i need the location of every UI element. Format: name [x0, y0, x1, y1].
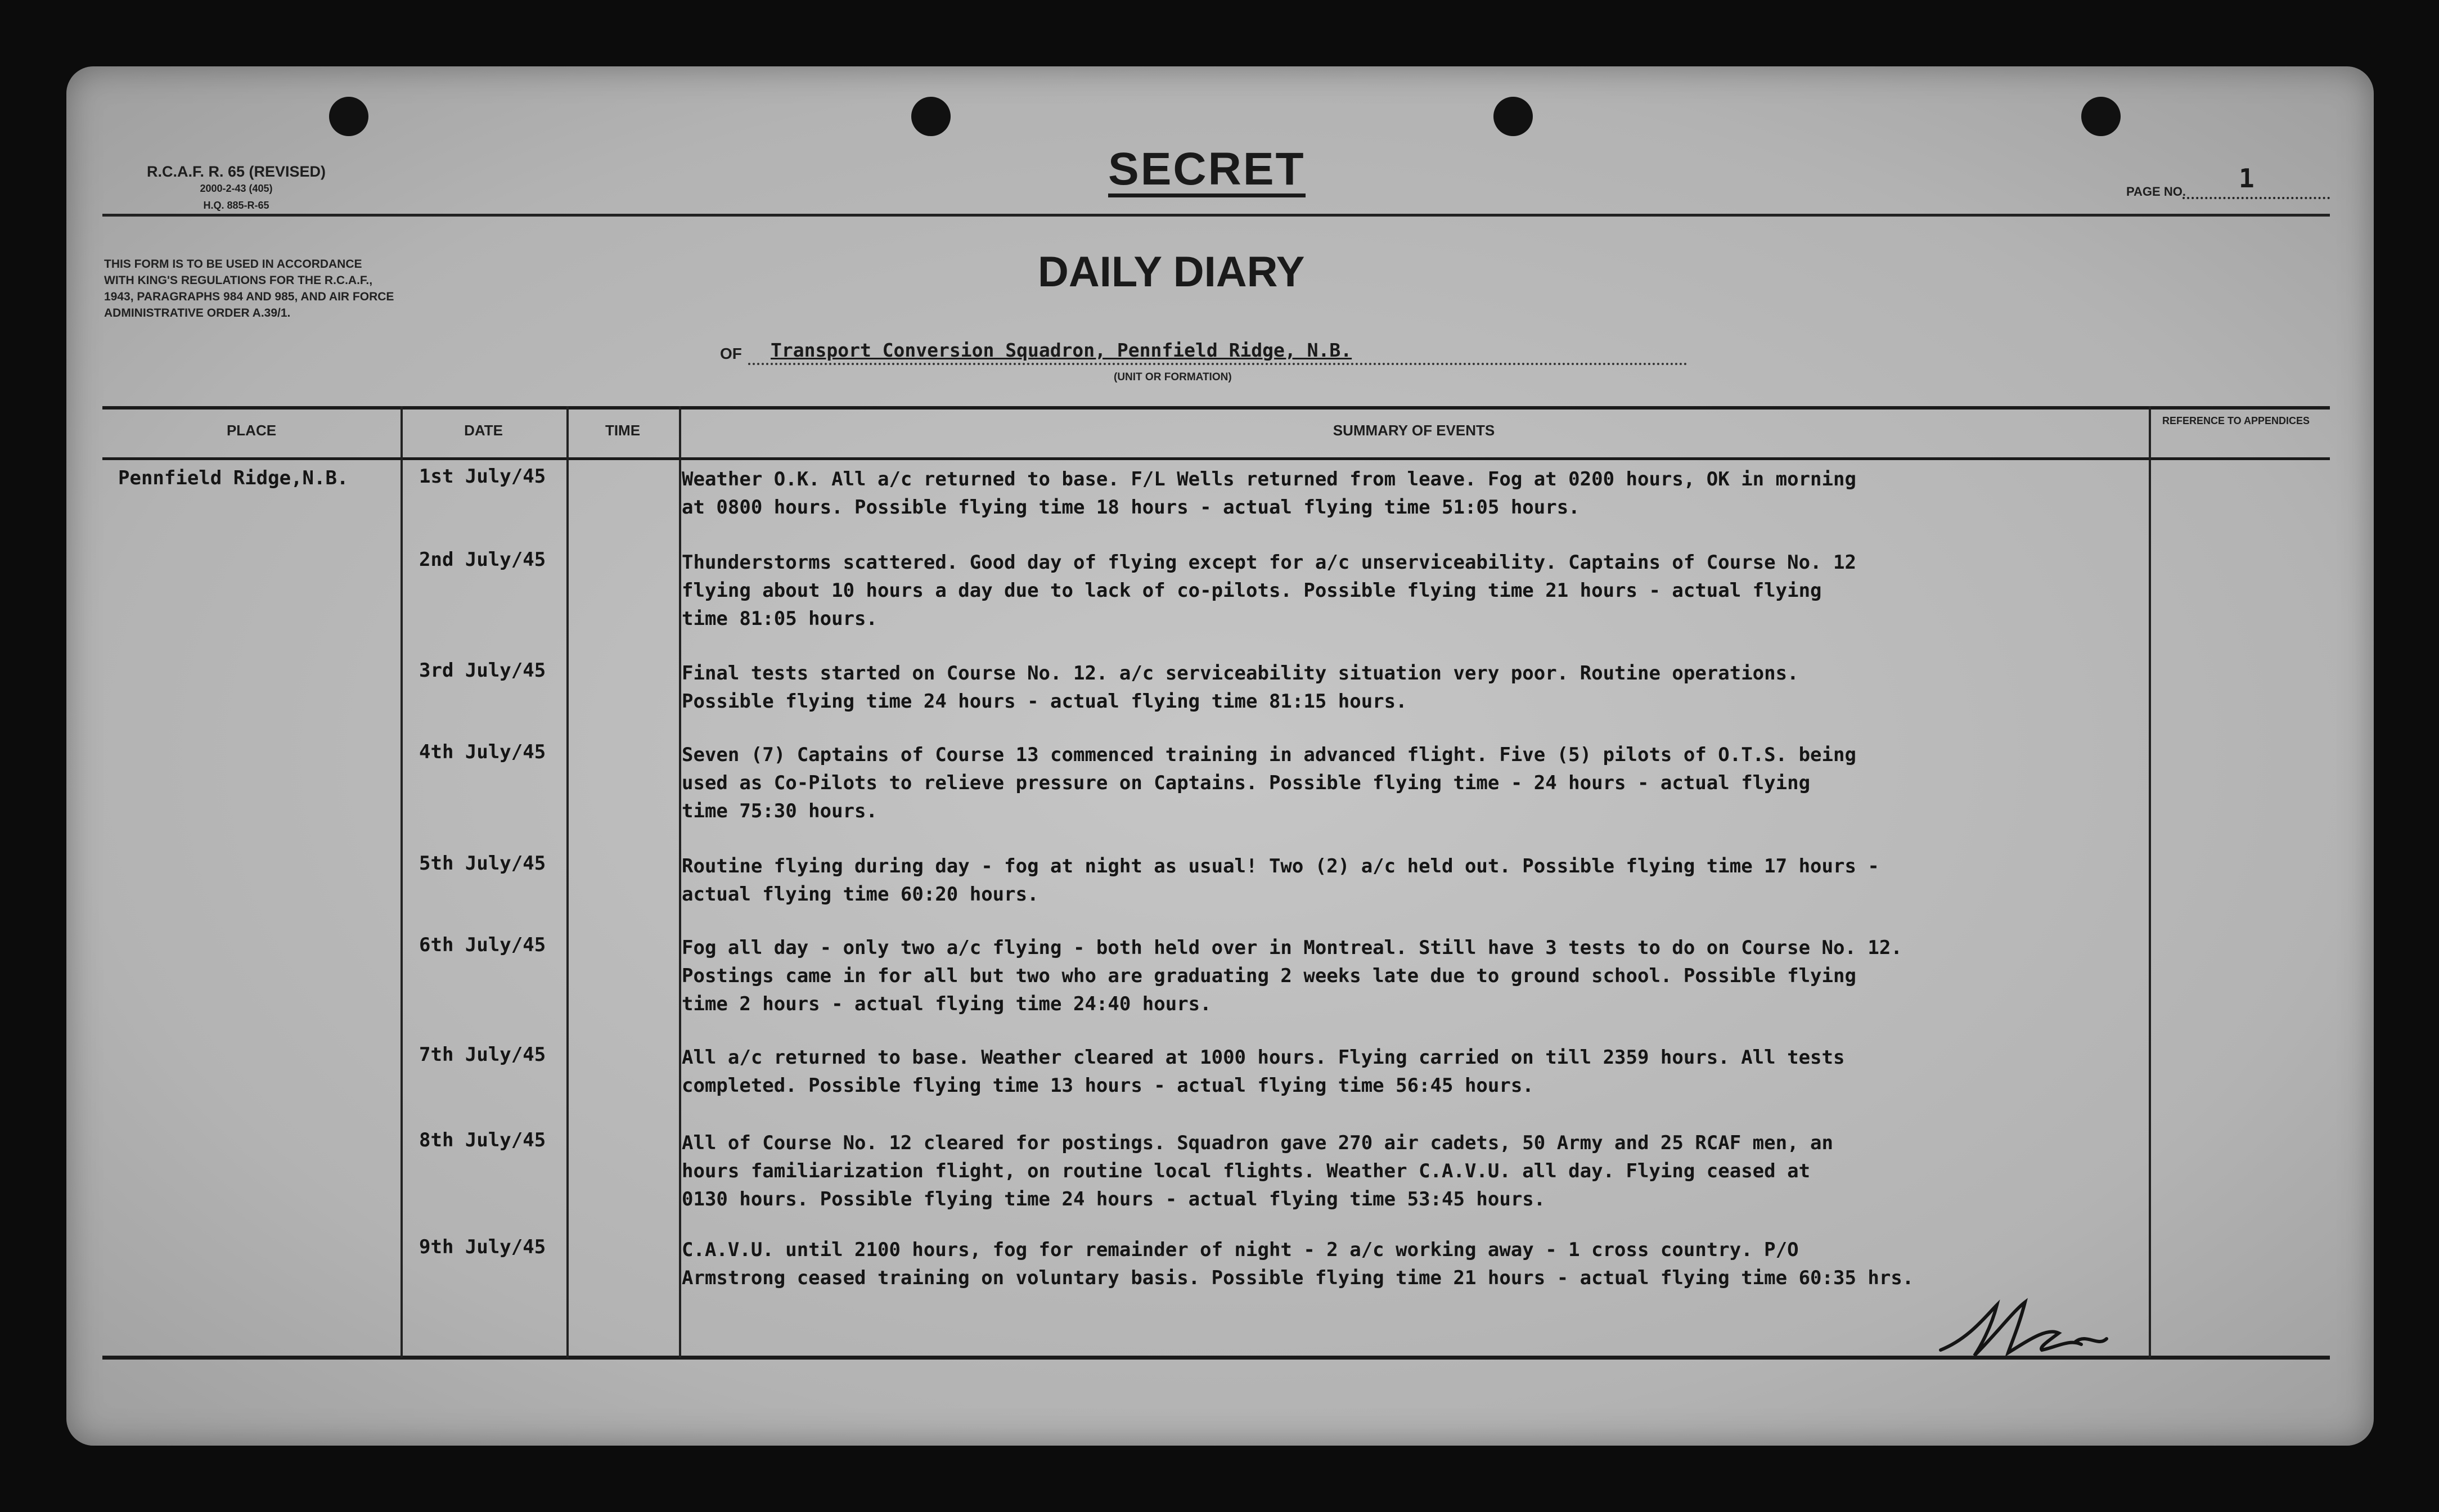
document-title: DAILY DIARY [1038, 248, 1305, 296]
entry-date: 2nd July/45 [419, 548, 546, 571]
table-top-rule [102, 406, 2330, 410]
header-date: DATE [464, 422, 503, 439]
entry-date: 8th July/45 [419, 1129, 546, 1151]
entry-date: 1st July/45 [419, 465, 546, 488]
entry-summary: Final tests started on Course No. 12. a/c serviceability situation very poor. Routine operations. Possible flying time 24 hours - actual flying time 81:15 hours. [682, 662, 1799, 713]
entry-date: 9th July/45 [419, 1236, 546, 1258]
entry-date: 4th July/45 [419, 741, 546, 763]
secret-heading: SECRET [1108, 145, 1306, 197]
entry-summary: Fog all day - only two a/c flying - both held over in Montreal. Still have 3 tests to do on Course No. 12. Postings came in for all but two who are graduating 2 weeks late due to ground school. Possible flying time 2 hours - actual flying time 24:40 hours. [682, 937, 1902, 1015]
entry-summary: All of Course No. 12 cleared for postings. Squadron gave 270 air cadets, 50 Army and 25 RCAF men, an hours familiarization flight, on routine local flights. Weather C.A.V.U. all day. Flying ceased at 0130 hours. Possible flying time 24 hours - actual flying time 53:45 hours. [682, 1132, 1833, 1210]
unit-caption: (UNIT OR FORMATION) [1114, 371, 1232, 383]
entry-date: 3rd July/45 [419, 659, 546, 682]
place-value: Pennfield Ridge,N.B. [118, 467, 349, 489]
page-number-line [2182, 197, 2330, 199]
binder-hole [911, 97, 951, 136]
binder-hole [329, 97, 368, 136]
header-place: PLACE [226, 422, 277, 439]
form-code-line: H.Q. 885-R-65 [203, 200, 269, 211]
binder-hole [1493, 97, 1533, 136]
entry-date: 5th July/45 [419, 852, 546, 875]
header-rule [102, 214, 2330, 217]
entry-summary: Seven (7) Captains of Course 13 commenced training in advanced flight. Five (5) pilots of O.T.S. being used as Co-Pilots to relieve pressure on Captains. Possible flying time - 24 hours - actual flying time 75:30 hours. [682, 744, 1856, 822]
notice-line: 1943, PARAGRAPHS 984 AND 985, AND AIR FORCE [104, 290, 394, 303]
form-code-line: 2000-2-43 (405) [200, 183, 273, 194]
notice-line: ADMINISTRATIVE ORDER A.39/1. [104, 307, 291, 320]
page-number-label: PAGE NO. [2126, 184, 2186, 199]
entry-date: 7th July/45 [419, 1043, 546, 1066]
header-time: TIME [605, 422, 641, 439]
table-header-rule [102, 457, 2330, 460]
entry-summary: Routine flying during day - fog at night as usual! Two (2) a/c held out. Possible flying time 17 hours - actual flying time 60:20 hours. [682, 855, 1879, 906]
notice-line: THIS FORM IS TO BE USED IN ACCORDANCE [104, 258, 362, 271]
unit-of-label: OF [720, 345, 742, 362]
binder-hole [2081, 97, 2121, 136]
entry-summary: Thunderstorms scattered. Good day of flying except for a/c unserviceability. Captains of Course No. 12 flying about 10 hours a day due to lack of co-pilots. Possible flying time 21 hours - actual flying time 81:05 hours. [682, 551, 1856, 630]
column-divider [400, 406, 403, 1358]
unit-name: Transport Conversion Squadron, Pennfield Ridge, N.B. [771, 339, 1352, 361]
entry-summary: C.A.V.U. until 2100 hours, fog for remainder of night - 2 a/c working away - 1 cross country. P/O Armstrong ceased training on voluntary basis. Possible flying time 21 hours - actual flying time 60:35 hrs. [682, 1239, 1914, 1289]
entry-summary: All a/c returned to base. Weather cleared at 1000 hours. Flying carried on till 2359 hours. All tests completed. Possible flying time 13 hours - actual flying time 56:45 hours. [682, 1046, 1845, 1097]
entry-date: 6th July/45 [419, 934, 546, 956]
regulation-notice [104, 256, 532, 321]
header-summary: SUMMARY OF EVENTS [1333, 422, 1495, 439]
handwritten-signature [1935, 1294, 2115, 1367]
column-divider [679, 406, 681, 1358]
page-number-value: 1 [2239, 163, 2254, 194]
notice-line: WITH KING'S REGULATIONS FOR THE R.C.A.F., [104, 274, 373, 287]
unit-line [748, 363, 1688, 365]
form-code-line: R.C.A.F. R. 65 (REVISED) [146, 163, 326, 180]
form-code [118, 163, 354, 214]
entry-summary: Weather O.K. All a/c returned to base. F/L Wells returned from leave. Fog at 0200 hours, OK in morning at 0800 hours. Possible flying time 18 hours - actual flying time 51:05 hours. [682, 468, 1856, 519]
header-reference: REFERENCE TO APPENDICES [2162, 415, 2310, 426]
